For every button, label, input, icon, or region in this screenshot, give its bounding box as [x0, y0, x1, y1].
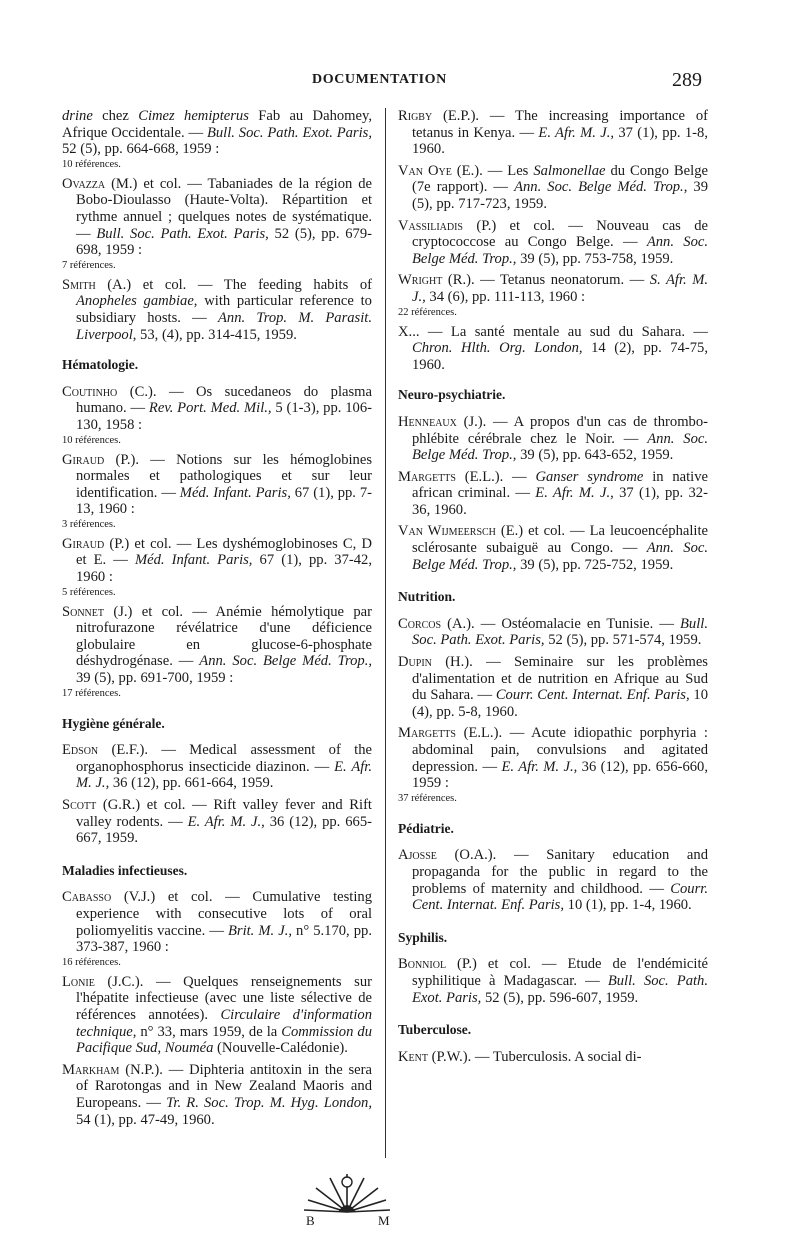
entry-journal: Méd. Infant. Paris,	[134, 552, 253, 569]
entry-author: Van Wijmeersch (E.)	[398, 523, 524, 540]
entry-journal: S. Afr. M. J.,	[412, 272, 709, 305]
entry-author: Cabasso (V.J.)	[62, 889, 156, 906]
entry-author: X...	[398, 323, 420, 340]
entry-journal: Courr. Cent. Internat. Enf. Paris,	[495, 687, 690, 704]
sunburst-logo-icon	[300, 1168, 394, 1230]
bibliography-entry: Coutinho (C.). — Os sucedaneos do plasma humano. — Rev. Port. Med. Mil., 5 (1-3), pp. 106-130, 1958 : 10 références.	[62, 383, 372, 446]
bibliography-entry: X... — La santé mentale au sud du Sahara. — Chron. Hlth. Org. London, 14 (2), pp. 74-75, 1960.	[398, 323, 708, 373]
entry-author: Markham (N.P.).	[62, 1061, 163, 1078]
entry-author: Margetts (E.L.).	[398, 468, 504, 485]
entry-references-count: 7 références.	[62, 259, 116, 271]
running-title: DOCUMENTATION	[312, 72, 447, 87]
entry-author: Vassiliadis (P.)	[398, 217, 497, 234]
entry-list	[62, 889, 372, 1128]
bibliography-entry: Giraud (P.) et col. — Les dyshémoglobinoses C, D et E. — Méd. Infant. Paris, 67 (1), pp. 37-42, 1960 : 5 références.	[62, 535, 372, 598]
entry-journal: Brit. M. J.,	[227, 922, 292, 939]
entry-list	[398, 108, 708, 373]
entry-author: Van Oye (E.).	[398, 162, 483, 179]
bibliography-entry: Margetts (E.L.). — Ganser syndrome in native african criminal. — E. Afr. M. J., 37 (1), pp. 32-36, 1960.	[398, 468, 708, 518]
entry-journal: Ann. Soc. Belge Méd. Trop.,	[514, 179, 688, 196]
entry-list	[398, 414, 708, 573]
entry-list	[62, 742, 372, 847]
bibliography-entry: Giraud (P.). — Notions sur les hémoglobines normales et pathologiques et sur leur identification. — Méd. Infant. Paris, 67 (1), pp. 7-13, 1960 : 3 références.	[62, 451, 372, 530]
entry-references-count: 37 références.	[398, 792, 457, 804]
entry-author: Bonniol (P.)	[398, 956, 477, 973]
bibliography-entry: Scott (G.R.) et col. — Rift valley fever and Rift valley rodents. — E. Afr. M. J., 36 (12), pp. 665-667, 1959.	[62, 797, 372, 847]
entry-references-count: 10 références.	[62, 434, 121, 446]
bibliography-entry: Ajosse (O.A.). — Sanitary education and propaganda for the public in regard to the problems of maternity and childhood. — Courr. Cent. Internat. Enf. Paris, 10 (1), pp. 1-4, 1960.	[398, 847, 708, 914]
bibliography-entry: Markham (N.P.). — Diphteria antitoxin in the sera of Rarotongas and in New Zealand Maoris and Europeans. — Tr. R. Soc. Trop. M. Hyg. London, 54 (1), pp. 47-49, 1960.	[62, 1061, 373, 1128]
bibliography-entry: Lonie (J.C.). — Quelques renseignements sur l'hépatite infectieuse (avec une liste sélective de références annotées). Circulaire d'information technique, n° 33, mars 1959, de la Commission du Pacifique Sud, Nouméa (Nouvelle-Calédonie).	[62, 973, 372, 1057]
section-heading: Neuro-psychiatrie.	[398, 387, 506, 403]
bibliography-entry: Vassiliadis (P.) et col. — Nouveau cas de cryptococcose au Congo Belge. — Ann. Soc. Belge Méd. Trop., 39 (5), pp. 753-758, 1959.	[398, 217, 708, 267]
entry-author: Edson (E.F.).	[62, 742, 149, 759]
entry-author: Kent (P.W.).	[398, 1048, 472, 1065]
entry-journal: Chron. Hlth. Org. London,	[412, 340, 583, 357]
entry-journal: E. Afr. M. J.,	[501, 758, 578, 775]
entry-author: Smith (A.)	[62, 276, 132, 293]
entry-references-count: 5 références.	[62, 586, 116, 598]
entry-journal: Ann. Soc. Belge Méd. Trop.,	[412, 234, 708, 267]
entry-author: Dupin (H.).	[398, 654, 473, 671]
logo-letter-right: M	[378, 1213, 390, 1228]
section-heading: Hygiène générale.	[62, 715, 165, 731]
entry-journal: Ann. Trop. M. Parasit. Liverpool,	[76, 309, 372, 343]
entry-list	[398, 1049, 708, 1066]
logo-letter-left: B	[306, 1213, 315, 1228]
entry-references-count: 3 références.	[62, 518, 116, 530]
column-divider	[385, 108, 386, 1158]
entry-journal: Bull. Soc. Path. Exot. Paris,	[412, 615, 708, 649]
sunburst-logo-graphic	[300, 1168, 394, 1216]
entry-journal: Rev. Port. Med. Mil.,	[148, 400, 272, 417]
right-column	[398, 108, 708, 1070]
entry-journal: Courr. Cent. Internat. Enf. Paris,	[412, 880, 708, 914]
section-heading: Maladies infectieuses.	[62, 862, 188, 878]
page-header	[0, 69, 800, 96]
entry-list	[398, 616, 708, 805]
entry-list	[62, 176, 372, 343]
bibliography-entry: Dupin (H.). — Seminaire sur les problèmes d'alimentation et de nutrition en Afrique au Sud du Sahara. — Courr. Cent. Internat. Enf. Paris, 10 (4), pp. 5-8, 1960.	[398, 654, 708, 720]
entry-references-count: 22 références.	[398, 306, 457, 318]
bibliography-entry: Rigby (E.P.). — The increasing importance of tetanus in Kenya. — E. Afr. M. J., 37 (1), pp. 1-8, 1960.	[398, 108, 708, 158]
entry-journal: E. Afr. M. J.,	[535, 485, 614, 502]
bibliography-entry: Smith (A.) et col. — The feeding habits of Anopheles gambiae, with particular reference to subsidiary hosts. — Ann. Trop. M. Parasit. Liverpool, 53, (4), pp. 314-415, 1959.	[62, 276, 372, 343]
bibliography-entry: Henneaux (J.). — A propos d'un cas de thrombo-phlébite cérébrale chez le Noir. — Ann. Soc. Belge Méd. Trop., 39 (5), pp. 643-652, 1959.	[398, 413, 708, 464]
bibliography-entry: Edson (E.F.). — Medical assessment of the organophosphorus insecticide diazinon. — E. Afr. M. J., 36 (12), pp. 661-664, 1959.	[62, 742, 372, 792]
entry-author: Wright (R.).	[398, 272, 475, 289]
entry-journal: E. Afr. M. J.,	[76, 758, 372, 792]
section-heading: Tuberculose.	[398, 1022, 472, 1038]
entry-author: Coutinho (C.).	[62, 383, 157, 400]
entry-author: Giraud (P.)	[62, 535, 130, 552]
entry-journal: E. Afr. M. J.,	[187, 813, 265, 830]
entry-journal: Ann. Soc. Belge Méd. Trop.,	[412, 540, 708, 573]
bibliography-entry: Kent (P.W.). — Tuberculosis. A social di-	[398, 1048, 642, 1065]
continuation-entry: drine chez Cimez hemipterus Fab au Dahomey, Afrique Occidentale. — Bull. Soc. Path. Exot. Paris, 52 (5), pp. 664-668, 1959 : 10 références.	[62, 108, 372, 170]
entry-author: Henneaux (J.).	[398, 413, 487, 430]
entry-references-count: 17 références.	[62, 687, 121, 699]
entry-list	[398, 956, 708, 1006]
entry-list	[398, 847, 708, 913]
entry-journal: Circulaire d'information technique,	[76, 1006, 372, 1040]
entry-author: Margetts (E.L.).	[398, 725, 503, 742]
entry-author: Rigby (E.P.).	[398, 108, 480, 124]
section-heading: Syphilis.	[398, 929, 448, 945]
entry-author: Scott (G.R.)	[62, 797, 141, 813]
bibliography-entry: Bonniol (P.) et col. — Etude de l'endémicité syphilitique à Madagascar. — Bull. Soc. Path. Exot. Paris, 52 (5), pp. 596-607, 1959.	[398, 956, 708, 1006]
entry-journal: Ann. Soc. Belge Méd. Trop.,	[412, 430, 708, 464]
bibliography-entry: Cabasso (V.J.) et col. — Cumulative testing experience with consecutive lots of oral poliomyelitis vaccine. — Brit. M. J., n° 5.170, pp. 373-387, 1960 : 16 références.	[62, 889, 372, 968]
entry-references-count: 16 références.	[62, 956, 121, 968]
entry-author: Giraud (P.).	[62, 451, 139, 468]
bibliography-entry: Corcos (A.). — Ostéomalacie en Tunisie. — Bull. Soc. Path. Exot. Paris, 52 (5), pp. 571-574, 1959.	[398, 615, 708, 649]
entry-journal: Bull. Soc. Path. Exot. Paris,	[412, 972, 708, 1006]
entry-list	[62, 384, 372, 700]
entry-author: Corcos (A.).	[398, 615, 475, 632]
left-column	[62, 108, 372, 1133]
bibliography-entry: Van Wijmeersch (E.) et col. — La leucoencéphalite sclérosante subaiguë au Congo. — Ann. Soc. Belge Méd. Trop., 39 (5), pp. 725-752, 1959.	[398, 523, 708, 573]
bibliography-entry: Wright (R.). — Tetanus neonatorum. — S. Afr. M. J., 34 (6), pp. 111-113, 1960 : 22 références.	[398, 272, 709, 318]
entry-journal: Ann. Soc. Belge Méd. Trop.,	[199, 653, 372, 670]
entry-author: Ajosse (O.A.).	[398, 847, 497, 864]
section-heading: Hématologie.	[62, 357, 139, 373]
bibliography-entry: Margetts (E.L.). — Acute idiopathic porphyria : abdominal pain, convulsions and agitated depression. — E. Afr. M. J., 36 (12), pp. 656-660, 1959 : 37 références.	[398, 725, 708, 804]
section-heading: Pédiatrie.	[398, 820, 454, 836]
bibliography-entry: Ovazza (M.) et col. — Tabaniades de la région de Bobo-Dioulasso (Haute-Volta). Répartition et rythme annuel ; quelques notes de systématique. — Bull. Soc. Path. Exot. Paris, 52 (5), pp. 679-698, 1959 : 7 références.	[62, 175, 373, 271]
entry-journal: Tr. R. Soc. Trop. M. Hyg. London,	[166, 1094, 372, 1111]
entry-journal: E. Afr. M. J.,	[538, 124, 614, 141]
entry-author: Lonie (J.C.).	[62, 973, 144, 990]
page-number: 289	[672, 69, 702, 91]
entry-journal: Bull. Soc. Path. Exot. Paris,	[96, 225, 269, 242]
entry-journal: Méd. Infant. Paris,	[179, 484, 291, 501]
section-heading: Nutrition.	[398, 589, 456, 605]
entry-author: Sonnet (J.)	[62, 603, 133, 620]
bibliography-entry: Sonnet (J.) et col. — Anémie hémolytique par nitrofurazone révélatrice d'une déficience globulaire en glucose-6-phosphate déshydrogénase. — Ann. Soc. Belge Méd. Trop., 39 (5), pp. 691-700, 1959 : 17 références.	[62, 603, 372, 699]
bibliography-entry: Van Oye (E.). — Les Salmonellae du Congo Belge (7e rapport). — Ann. Soc. Belge Méd. Trop., 39 (5), pp. 717-723, 1959.	[398, 162, 708, 212]
entry-author: Ovazza (M.)	[62, 175, 138, 192]
